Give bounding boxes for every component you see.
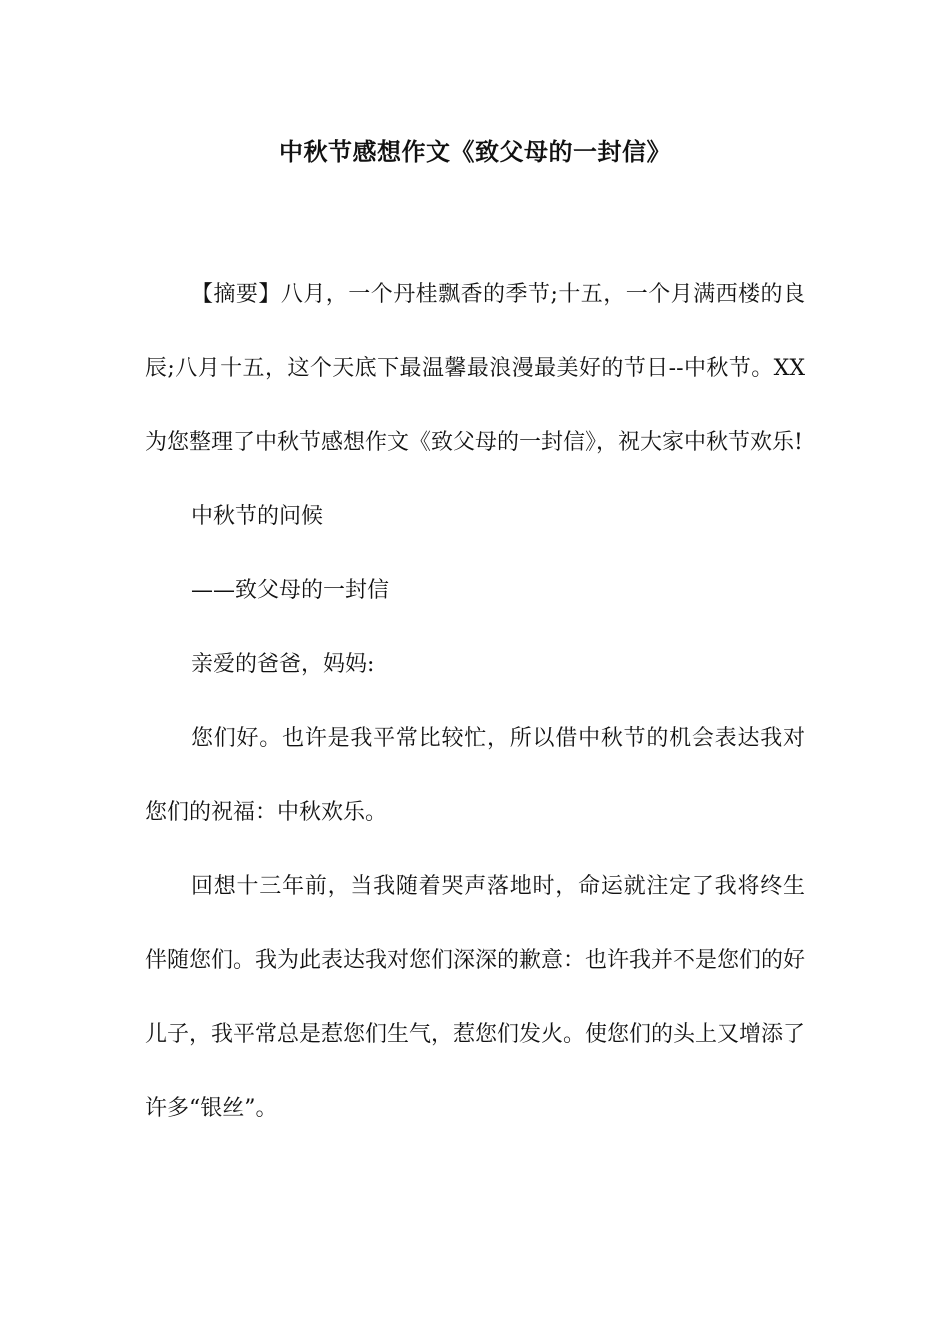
letter-paragraph: 回想十三年前，当我随着哭声落地时，命运就注定了我将终生伴随您们。我为此表达我对您们深深的歉意：也许我并不是您们的好儿子，我平常总是惹您们生气，惹您们发火。使您们的头上又增添了许多“银丝”。: [145, 874, 806, 1121]
letter-subheading: ——致父母的一封信: [191, 578, 390, 603]
document-title: 中秋节感想作文《致父母的一封信》: [279, 137, 671, 166]
document-body: [145, 258, 805, 1146]
letter-salutation: 亲爱的爸爸，妈妈:: [191, 652, 375, 677]
abstract-paragraph: 【摘要】八月，一个丹桂飘香的季节;十五，一个月满西楼的良辰;八月十五，这个天底下最温馨最浪漫最美好的节日--中秋节。XX为您整理了中秋节感想作文《致父母的一封信》，祝大家中秋节欢乐!: [145, 282, 805, 455]
letter-heading: 中秋节的问候: [191, 504, 324, 529]
letter-paragraph: 您们好。也许是我平常比较忙，所以借中秋节的机会表达我对您们的祝福：中秋欢乐。: [145, 726, 805, 825]
